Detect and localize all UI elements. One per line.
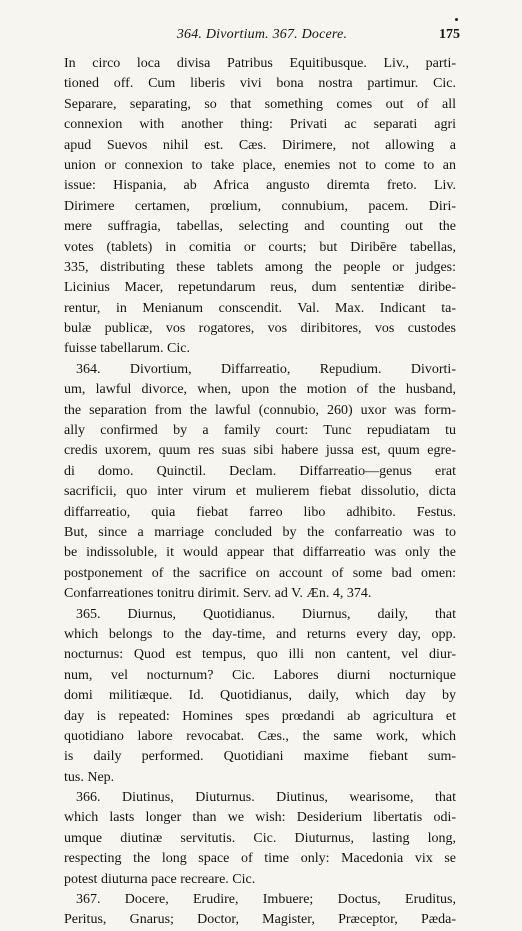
text-line: bulæ publicæ, vos rogatores, vos diribitores, vos custodes: [64, 321, 456, 337]
text-line: mere suffragia, tabellas, selecting and counting out the: [64, 219, 456, 235]
text-line: rentur, in Menianum conscendit. Val. Max. Indicant ta-: [64, 300, 456, 316]
text-line: 365. Diurnus, Quotidianus. Diurnus, daily, that: [76, 606, 456, 622]
text-line: Dirimere certamen, prœlium, connubium, pacem. Diri-: [64, 198, 456, 214]
text-line: connexion with another thing: Privati ac separati agri: [64, 117, 456, 133]
ink-speck: [455, 18, 458, 21]
text-line: But, since a marriage concluded by the confarreatio was to: [64, 524, 456, 540]
text-line: union or connexion to take place, enemies not to come to an: [64, 157, 456, 173]
text-line: fuisse tabellarum. Cic.: [64, 341, 190, 357]
text-line: diffarreatio, quia fiebat farreo libo adhibito. Festus.: [64, 504, 456, 520]
text-line: Separare, separating, so that something comes out of all: [64, 96, 456, 112]
text-line: Peritus, Gnarus; Doctor, Magister, Præceptor, Pæda-: [64, 912, 456, 928]
text-line: 367. Docere, Erudire, Imbuere; Doctus, Eruditus,: [76, 892, 456, 908]
text-line: which belongs to the day-time, and returns every day, opp.: [64, 626, 456, 642]
text-line: votes (tablets) in comitia or courts; but Diribēre tabellas,: [64, 239, 456, 255]
text-line: nocturnus: Quod est tempus, quo illi non cantent, vel diur-: [64, 647, 456, 663]
text-line: ally confirmed by a family court: Tunc repudiatam tu: [64, 423, 456, 439]
text-line: is daily performed. Quotidiani maxime fiebant sum-: [64, 749, 456, 765]
text-line: credis uxorem, quum res suas sibi habere jussa est, quum egre-: [64, 443, 456, 459]
text-line: Licinius Macer, repetundarum reus, dum sententiæ diribe-: [64, 280, 456, 296]
text-line: the separation from the lawful (connubio, 260) uxor was form-: [64, 402, 456, 418]
text-line: domi militiæque. Id. Quotidianus, daily, which day by: [64, 688, 456, 704]
text-line: tioned off. Cum liberis vivi bona nostra partimur. Cic.: [64, 76, 456, 92]
text-line: quotidiano labore revocabat. Cæs., the same work, which: [64, 728, 456, 744]
text-line: um, lawful divorce, when, upon the motion of the husband,: [64, 382, 456, 398]
text-line: issue: Hispania, ab Africa angusto diremta freto. Liv.: [64, 178, 456, 194]
text-line: 366. Diutinus, Diuturnus. Diutinus, wearisome, that: [76, 790, 456, 806]
text-line: sacrificii, quo inter virum et mulierem fiebat dissolutio, dicta: [64, 484, 456, 500]
page-number: 175: [439, 27, 460, 42]
text-line: potest diuturna pace recreare. Cic.: [64, 871, 256, 887]
running-header: [64, 24, 460, 46]
text-line: 335, distributing these tablets among the people or judges:: [64, 259, 456, 275]
text-line: umque diutinæ servitutis. Cic. Diuturnus, lasting long,: [64, 830, 456, 846]
text-line: respecting the long space of time only: Macedonia vix se: [64, 851, 456, 867]
text-line: be indissoluble, it would appear that diffarreatio was only the: [64, 545, 456, 561]
text-line: apud Suevos nihil est. Cæs. Dirimere, not allowing a: [64, 137, 456, 153]
text-line: postponement of the sacrifice on account of some bad omen:: [64, 565, 456, 581]
running-title: 364. Divortium. 367. Docere.: [176, 27, 348, 42]
text-line: which lasts longer than we wish: Desiderium libertatis odi-: [64, 810, 456, 826]
text-line: In circo loca divisa Patribus Equitibusque. Liv., parti-: [64, 56, 456, 71]
text-line: day is repeated: Homines spes prœdandi ab agricultura et: [64, 708, 456, 724]
text-line: 364. Divortium, Diffarreatio, Repudium. Divorti-: [76, 361, 456, 377]
text-line: tus. Nep.: [64, 769, 115, 785]
text-line: Confarreationes tonitru dirimit. Serv. ad V. Æn. 4, 374.: [64, 586, 372, 602]
text-line: di domo. Quinctil. Declam. Diffarreatio—genus erat: [64, 463, 456, 479]
text-line: num, vel nocturnum? Cic. Labores diurni nocturnique: [64, 667, 456, 683]
page-body: [64, 54, 456, 931]
